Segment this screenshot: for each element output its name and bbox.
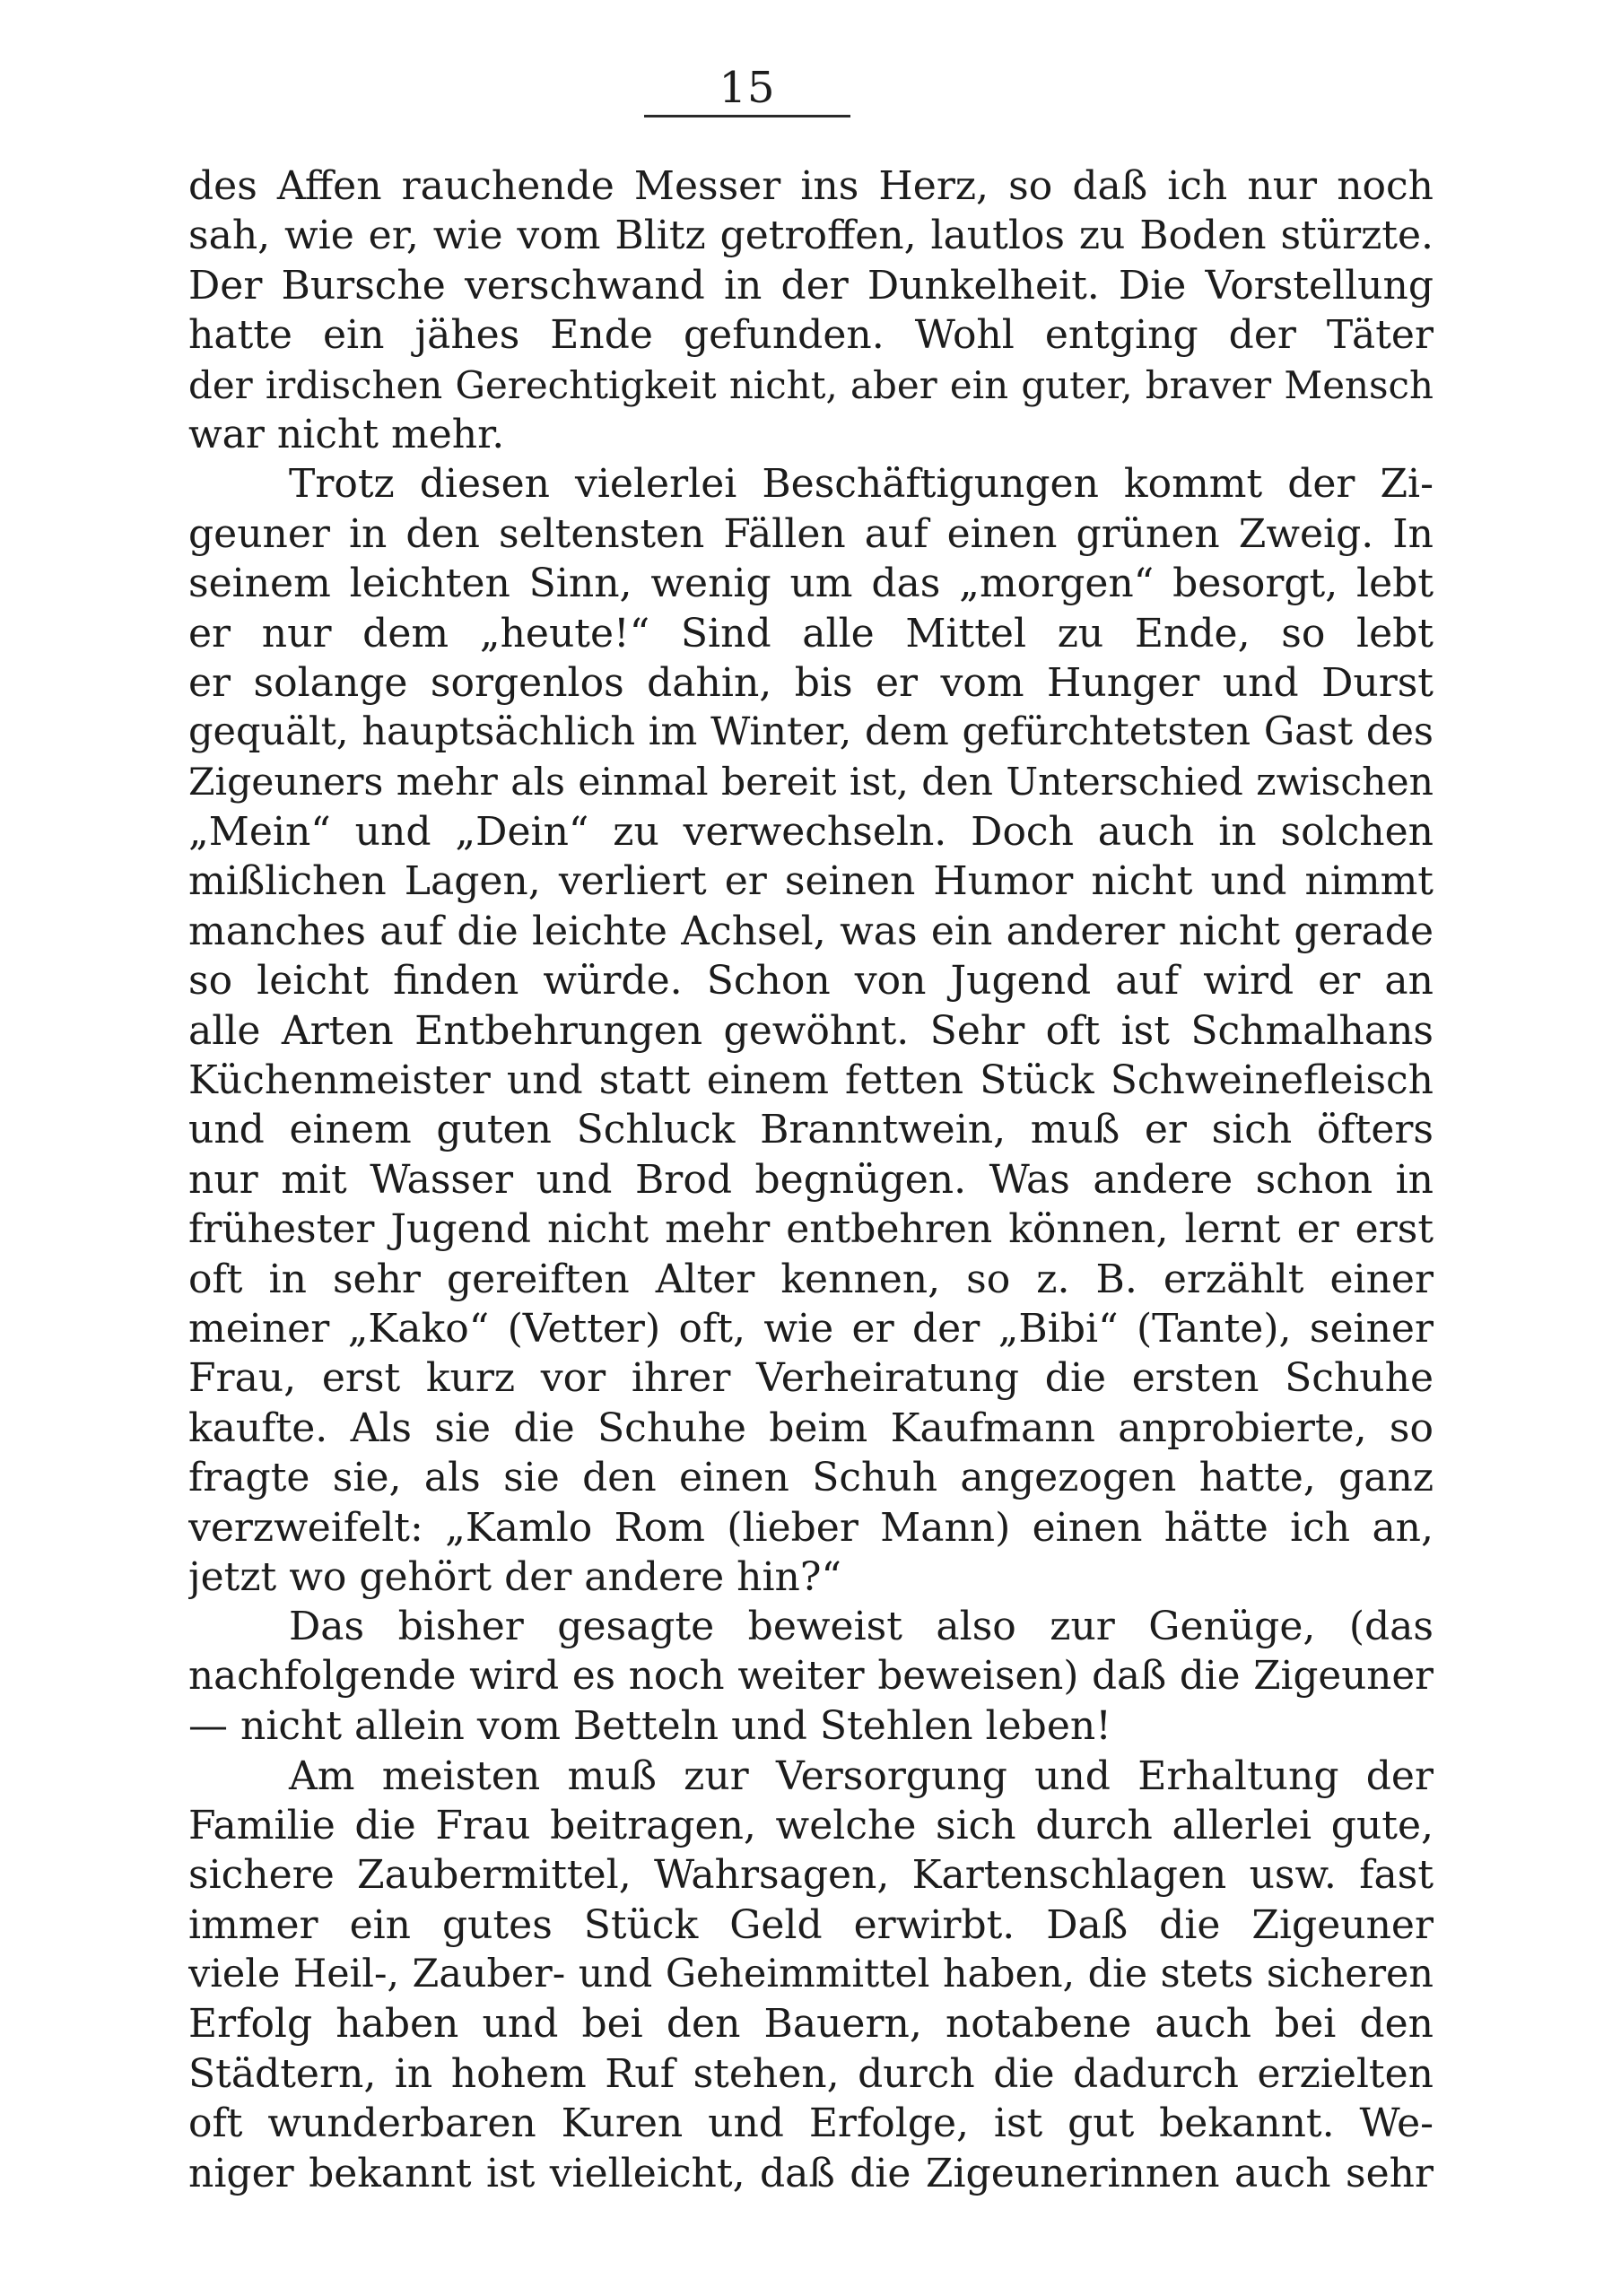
text-line: niger bekannt ist vielleicht, daß die Zigeunerinnen auch sehr <box>188 2150 1434 2196</box>
body-text <box>188 161 1434 2198</box>
header-rule <box>644 115 850 117</box>
text-line: hatte ein jähes Ende gefunden. Wohl entging der Täter <box>188 312 1434 359</box>
text-line: Städtern, in hohem Ruf stehen, durch die dadurch erzielten <box>188 2050 1434 2097</box>
text-line: nur mit Wasser und Brod begnügen. Was andere schon in <box>188 1156 1434 1203</box>
text-line: immer ein gutes Stück Geld erwirbt. Daß die Zigeuner <box>188 1901 1434 1948</box>
text-line: geuner in den seltensten Fällen auf einen grünen Zweig. In <box>188 510 1434 557</box>
text-line: so leicht finden würde. Schon von Jugend auf wird er an <box>188 958 1434 1004</box>
text-line: gequält, hauptsächlich im Winter, dem gefürchtetsten Gast des <box>188 709 1434 755</box>
text-line: „Mein“ und „Dein“ zu verwechseln. Doch auch in solchen <box>188 809 1434 856</box>
text-line: kaufte. Als sie die Schuhe beim Kaufmann anprobierte, so <box>188 1405 1434 1451</box>
page-number: 15 <box>719 63 776 113</box>
text-line: meiner „Kako“ (Vetter) oft, wie er der „Bibi“ (Tante), seiner <box>188 1305 1434 1352</box>
text-line: manches auf die leichte Achsel, was ein anderer nicht gerade <box>188 908 1434 954</box>
text-line: verzweifelt: „Kamlo Rom (lieber Mann) einen hätte ich an, <box>188 1504 1434 1551</box>
text-line: oft wunderbaren Kuren und Erfolge, ist gut bekannt. We- <box>188 2100 1434 2147</box>
text-line: sah, wie er, wie vom Blitz getroffen, lautlos zu Boden stürzte. <box>188 213 1434 259</box>
text-line: frühester Jugend nicht mehr entbehren können, lernt er erst <box>188 1206 1434 1253</box>
text-line: jetzt wo gehört der andere hin?“ <box>188 1553 841 1600</box>
text-line: sichere Zaubermittel, Wahrsagen, Kartenschlagen usw. fast <box>188 1852 1434 1899</box>
text-line: Am meisten muß zur Versorgung und Erhaltung der <box>289 1752 1434 1799</box>
text-line: Frau, erst kurz vor ihrer Verheiratung die ersten Schuhe <box>188 1355 1434 1402</box>
text-line: — nicht allein vom Betteln und Stehlen leben! <box>188 1703 1111 1750</box>
text-line: alle Arten Entbehrungen gewöhnt. Sehr oft ist Schmalhans <box>188 1007 1434 1054</box>
text-line: Erfolg haben und bei den Bauern, notabene auch bei den <box>188 2001 1434 2048</box>
text-line: Der Bursche verschwand in der Dunkelheit. Die Vorstellung <box>188 262 1434 309</box>
text-line: fragte sie, als sie den einen Schuh angezogen hatte, ganz <box>188 1455 1434 1501</box>
text-line: seinem leichten Sinn, wenig um das „morgen“ besorgt, lebt <box>188 561 1434 607</box>
text-line: Das bisher gesagte beweist also zur Genüge, (das <box>289 1604 1434 1650</box>
text-line: viele Heil-, Zauber- und Geheimmittel haben, die stets sicheren <box>188 1952 1434 1997</box>
text-line: der irdischen Gerechtigkeit nicht, aber ein guter, braver Mensch <box>188 362 1434 407</box>
text-line: er nur dem „heute!“ Sind alle Mittel zu Ende, so lebt <box>188 610 1434 657</box>
text-line: oft in sehr gereiften Alter kennen, so z. B. erzählt einer <box>188 1256 1434 1302</box>
text-line: Trotz diesen vielerlei Beschäftigungen kommt der Zi- <box>289 461 1434 508</box>
text-line: mißlichen Lagen, verliert er seinen Humor nicht und nimmt <box>188 858 1434 905</box>
text-line: Familie die Frau beitragen, welche sich durch allerlei gute, <box>188 1802 1434 1848</box>
text-line: er solange sorgenlos dahin, bis er vom Hunger und Durst <box>188 659 1434 706</box>
text-line: Zigeuners mehr als einmal bereit ist, den Unterschied zwischen <box>188 760 1434 804</box>
text-line: war nicht mehr. <box>188 411 505 457</box>
text-line: und einem guten Schluck Branntwein, muß er sich öfters <box>188 1107 1434 1153</box>
text-line: Küchenmeister und statt einem fetten Stück Schweinefleisch <box>188 1057 1434 1104</box>
text-line: nachfolgende wird es noch weiter beweisen) daß die Zigeuner <box>188 1653 1434 1699</box>
text-line: des Affen rauchende Messer ins Herz, so daß ich nur noch <box>188 163 1434 209</box>
